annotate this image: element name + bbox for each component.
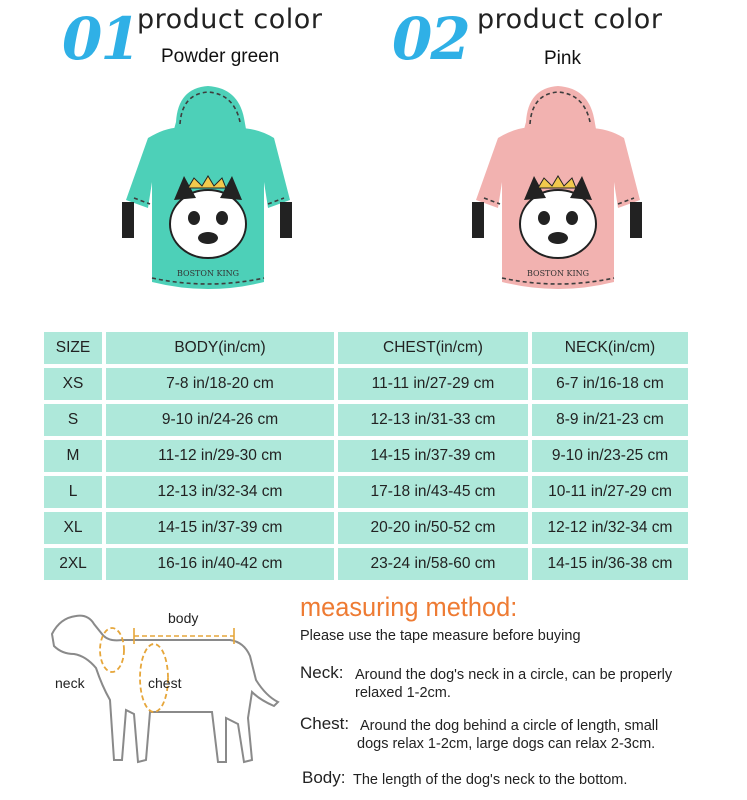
- header-size: SIZE: [44, 332, 102, 364]
- cell-size: L: [44, 476, 102, 508]
- cell-neck: 8-9 in/21-23 cm: [532, 404, 688, 436]
- cell-size: M: [44, 440, 102, 472]
- cell-size: XL: [44, 512, 102, 544]
- header-neck: NECK(in/cm): [532, 332, 688, 364]
- boston-king-print-text: BOSTON KING: [176, 269, 240, 278]
- diagram-label-chest: chest: [148, 675, 182, 691]
- bulldog-print-icon: [520, 176, 596, 258]
- neck-instruction-line1: Around the dog's neck in a circle, can be properly: [355, 667, 673, 683]
- cell-chest: 12-13 in/31-33 cm: [338, 404, 528, 436]
- cell-body: 14-15 in/37-39 cm: [106, 512, 334, 544]
- table-row: [44, 368, 688, 400]
- chest-instruction-line1: Around the dog behind a circle of length, small: [360, 718, 659, 734]
- cell-body: 12-13 in/32-34 cm: [106, 476, 334, 508]
- cell-body: 16-16 in/40-42 cm: [106, 548, 334, 580]
- table-row: [44, 440, 688, 472]
- cell-chest: 14-15 in/37-39 cm: [338, 440, 528, 472]
- table-row: [44, 476, 688, 508]
- product-color-heading-01: product color: [137, 4, 323, 35]
- neck-label: Neck:: [300, 663, 344, 682]
- green-hoodie-image: [108, 82, 308, 312]
- cell-chest: 17-18 in/43-45 cm: [338, 476, 528, 508]
- dog-measuring-diagram: [30, 600, 290, 790]
- cell-body: 9-10 in/24-26 cm: [106, 404, 334, 436]
- cell-size: 2XL: [44, 548, 102, 580]
- table-row: [44, 404, 688, 436]
- product-number-01: 01: [62, 5, 139, 73]
- cell-chest: 23-24 in/58-60 cm: [338, 548, 528, 580]
- cell-neck: 6-7 in/16-18 cm: [532, 368, 688, 400]
- header-chest: CHEST(in/cm): [338, 332, 528, 364]
- neck-instruction-line2: relaxed 1-2cm.: [355, 685, 451, 701]
- measuring-method-title: measuring method:: [300, 592, 518, 622]
- chest-label: Chest:: [300, 714, 350, 733]
- diagram-label-neck: neck: [55, 675, 85, 691]
- table-row: [44, 548, 688, 580]
- measuring-intro: Please use the tape measure before buying: [300, 628, 581, 644]
- cell-chest: 20-20 in/50-52 cm: [338, 512, 528, 544]
- cell-neck: 12-12 in/32-34 cm: [532, 512, 688, 544]
- boston-king-print-text: BOSTON KING: [526, 269, 590, 278]
- cell-body: 7-8 in/18-20 cm: [106, 368, 334, 400]
- diagram-label-body: body: [168, 610, 199, 626]
- cell-neck: 10-11 in/27-29 cm: [532, 476, 688, 508]
- cell-neck: 14-15 in/36-38 cm: [532, 548, 688, 580]
- cell-chest: 11-11 in/27-29 cm: [338, 368, 528, 400]
- table-row: [44, 512, 688, 544]
- cell-size: XS: [44, 368, 102, 400]
- chest-instruction-line2: dogs relax 1-2cm, large dogs can relax 2-3cm.: [357, 736, 656, 752]
- cell-body: 11-12 in/29-30 cm: [106, 440, 334, 472]
- body-instruction: The length of the dog's neck to the bottom.: [353, 772, 628, 788]
- body-label: Body:: [302, 768, 346, 787]
- cell-neck: 9-10 in/23-25 cm: [532, 440, 688, 472]
- product-number-02: 02: [392, 5, 469, 73]
- bulldog-print-icon: [170, 176, 246, 258]
- product-color-heading-02: product color: [477, 4, 663, 35]
- header-body: BODY(in/cm): [106, 332, 334, 364]
- pink-hoodie-image: [458, 82, 658, 312]
- cell-size: S: [44, 404, 102, 436]
- table-header-row: [44, 332, 688, 364]
- color-name-powder-green: Powder green: [161, 46, 280, 67]
- color-name-pink: Pink: [544, 48, 581, 69]
